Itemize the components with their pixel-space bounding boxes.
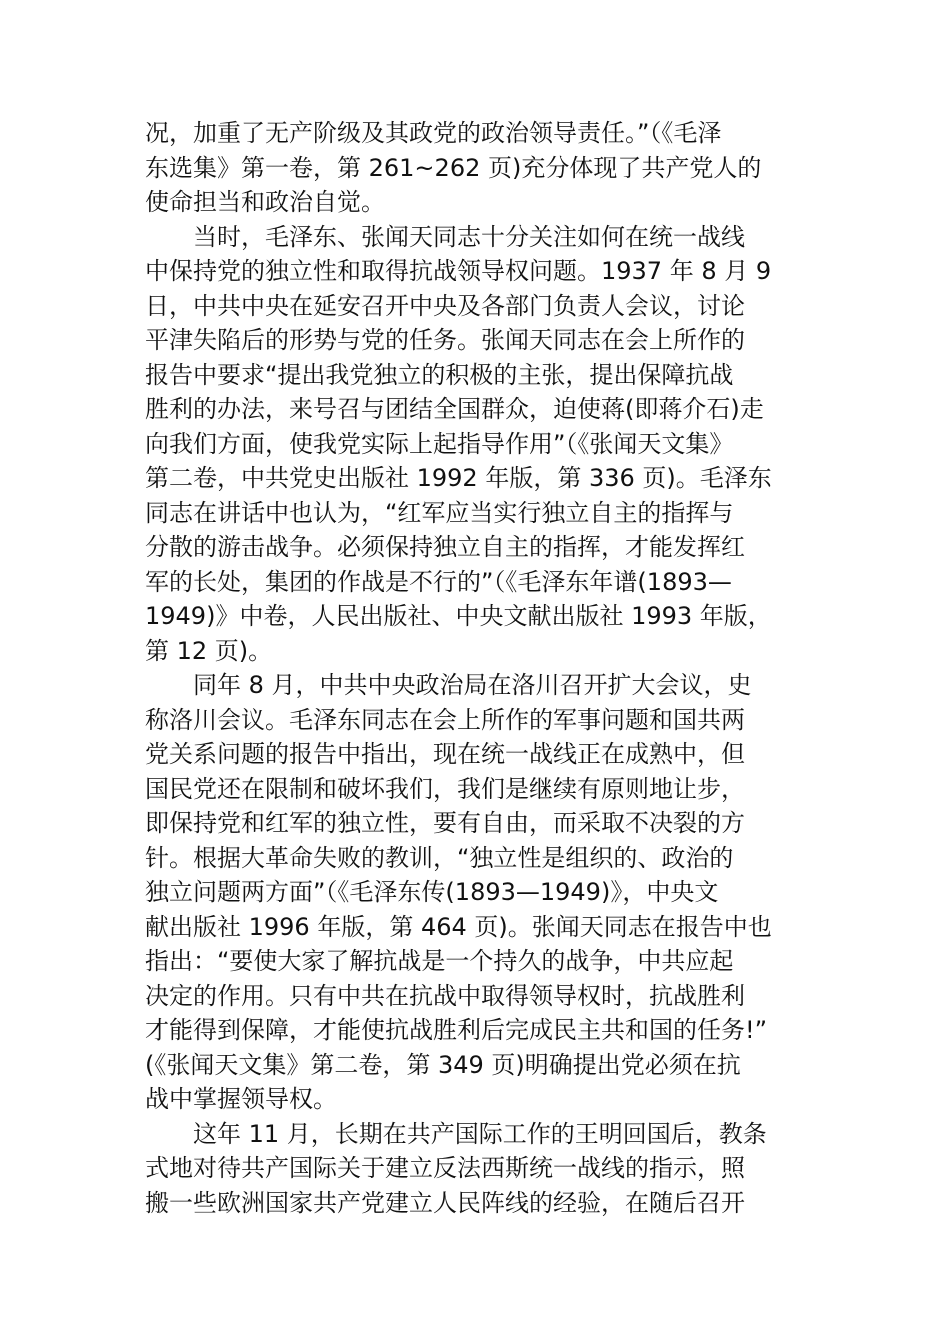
text-line: 这年 11 月，长期在共产国际工作的王明回国后，教条 — [193, 1119, 767, 1148]
text-line: 即保持党和红军的独立性，要有自由，而采取不决裂的方 — [145, 809, 745, 837]
text-line: 平津失陷后的形势与党的任务。张闻天同志在会上所作的 — [145, 326, 745, 354]
text-line: 军的长处，集团的作战是不行的”（《毛泽东年谱(1893— — [145, 567, 732, 596]
text-line: 称洛川会议。毛泽东同志在会上所作的军事问题和国共两 — [145, 705, 745, 734]
text-line: 1949)》中卷，人民出版社、中央文献出版社 1993 年版， — [145, 602, 772, 630]
text-line: 党关系问题的报告中指出，现在统一战线正在成熟中，但 — [145, 740, 745, 768]
paragraph-4 — [145, 1117, 810, 1221]
text-line: 同年 8 月，中共中央政治局在洛川召开扩大会议，史 — [193, 671, 752, 699]
text-line: 分散的游击战争。必须保持独立自主的指挥，才能发挥红 — [145, 533, 745, 561]
text-line: 第二卷，中共党史出版社 1992 年版，第 336 页)。毛泽东 — [145, 464, 772, 492]
text-line: 同志在讲话中也认为，“红军应当实行独立自主的指挥与 — [145, 498, 734, 527]
text-line: 献出版社 1996 年版，第 464 页)。张闻天同志在报告中也 — [145, 912, 772, 941]
paragraph-3 — [145, 668, 810, 1117]
text-line: 向我们方面，使我党实际上起指导作用”（《张闻天文集》 — [145, 429, 734, 458]
text-line: 胜利的办法，来号召与团结全国群众，迫使蒋(即蒋介石)走 — [145, 395, 764, 423]
text-line: 针。根据大革命失败的教训，“独立性是组织的、政治的 — [145, 843, 734, 872]
text-line: 搬一些欧洲国家共产党建立人民阵线的经验，在随后召开 — [145, 1188, 745, 1217]
text-line: 国民党还在限制和破坏我们，我们是继续有原则地让步， — [145, 774, 745, 803]
text-line: 才能得到保障，才能使抗战胜利后完成民主共和国的任务!” — [145, 1016, 768, 1044]
document-page — [145, 116, 810, 1220]
text-line: 决定的作用。只有中共在抗战中取得领导权时，抗战胜利 — [145, 981, 745, 1010]
text-line: 式地对待共产国际关于建立反法西斯统一战线的指示，照 — [145, 1154, 745, 1182]
text-line: (《张闻天文集》第二卷，第 349 页)明确提出党必须在抗 — [145, 1050, 741, 1079]
text-line: 第 12 页)。 — [145, 636, 273, 665]
text-line: 况，加重了无产阶级及其政党的政治领导责任。”（《毛泽 — [145, 119, 722, 147]
text-line: 独立问题两方面”（《毛泽东传(1893—1949)》，中央文 — [145, 878, 719, 906]
paragraph-2 — [145, 220, 810, 669]
paragraph-1 — [145, 116, 810, 220]
text-line: 战中掌握领导权。 — [145, 1085, 337, 1113]
text-line: 东选集》第一卷，第 261~262 页)充分体现了共产党人的 — [145, 153, 762, 182]
text-line: 日，中共中央在延安召开中央及各部门负责人会议，讨论 — [145, 291, 745, 320]
text-line: 当时，毛泽东、张闻天同志十分关注如何在统一战线 — [193, 222, 745, 251]
text-line: 指出：“要使大家了解抗战是一个持久的战争，中共应起 — [145, 947, 734, 975]
text-line: 中保持党的独立性和取得抗战领导权问题。1937 年 8 月 9 — [145, 257, 772, 285]
text-line: 使命担当和政治自觉。 — [145, 188, 385, 216]
text-line: 报告中要求“提出我党独立的积极的主张，提出保障抗战 — [145, 360, 734, 389]
